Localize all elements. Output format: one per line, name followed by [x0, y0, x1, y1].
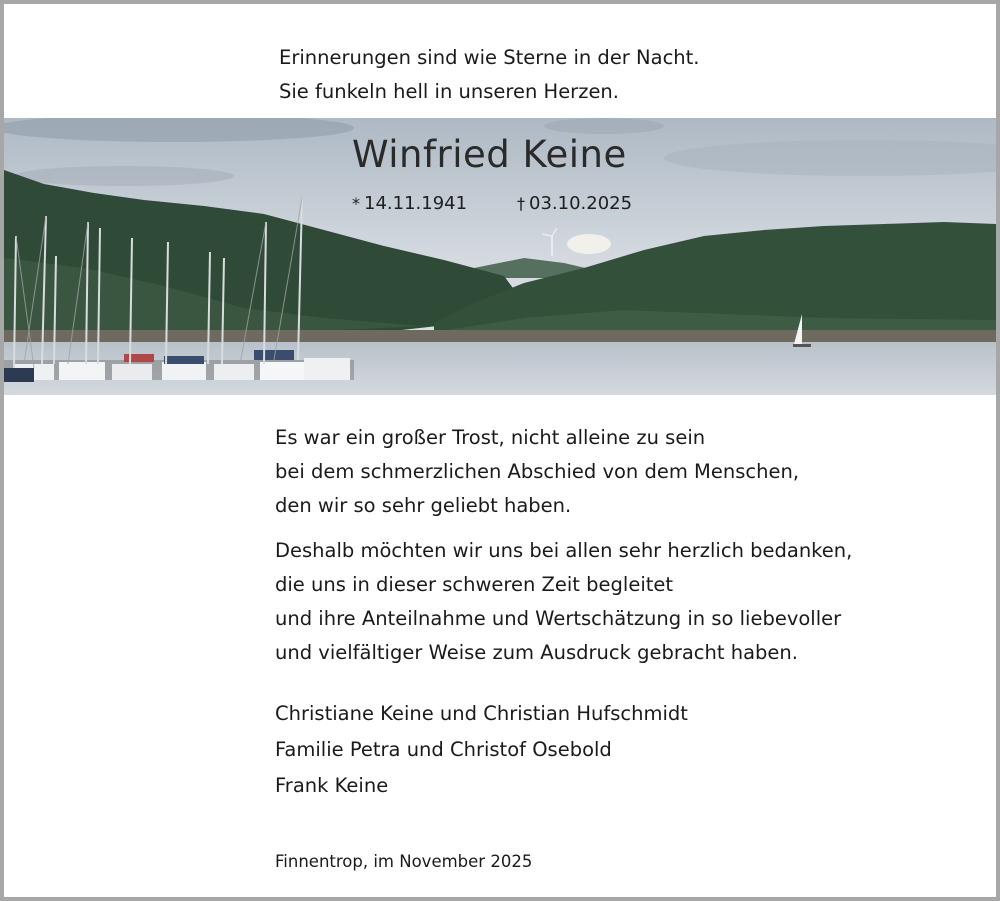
deceased-name: Winfried Keine: [352, 133, 627, 176]
family-member: Christiane Keine und Christian Hufschmidt: [275, 702, 688, 725]
death-date-value: 03.10.2025: [529, 193, 633, 214]
birth-date: [352, 193, 467, 214]
paragraph-line: Es war ein großer Trost, nicht alleine zu sein: [275, 426, 706, 449]
quote-line: Erinnerungen sind wie Sterne in der Nacht.: [279, 46, 700, 69]
paragraph-line: bei dem schmerzlichen Abschied von dem Menschen,: [275, 460, 800, 483]
family-signatures: [275, 696, 688, 804]
thanks-paragraph-1: [275, 421, 799, 523]
paragraph-line: die uns in dieser schweren Zeit begleitet: [275, 573, 674, 596]
death-cross-icon: †: [517, 194, 525, 213]
place-and-date: Finnentrop, im November 2025: [275, 852, 533, 871]
quote-line: Sie funkeln hell in unseren Herzen.: [279, 80, 619, 103]
paragraph-line: Deshalb möchten wir uns bei allen sehr herzlich bedanken,: [275, 539, 853, 562]
paragraph-line: und ihre Anteilnahme und Wertschätzung in so liebevoller: [275, 607, 842, 630]
family-member: Frank Keine: [275, 774, 389, 797]
birth-date-value: 14.11.1941: [364, 193, 468, 214]
family-member: Familie Petra und Christof Osebold: [275, 738, 612, 761]
paragraph-line: den wir so sehr geliebt haben.: [275, 494, 572, 517]
death-date: [517, 193, 632, 214]
birth-star-icon: *: [352, 194, 360, 213]
thanks-paragraph-2: [275, 534, 852, 670]
paragraph-line: und vielfältiger Weise zum Ausdruck gebracht haben.: [275, 641, 798, 664]
memorial-quote: [279, 41, 700, 109]
